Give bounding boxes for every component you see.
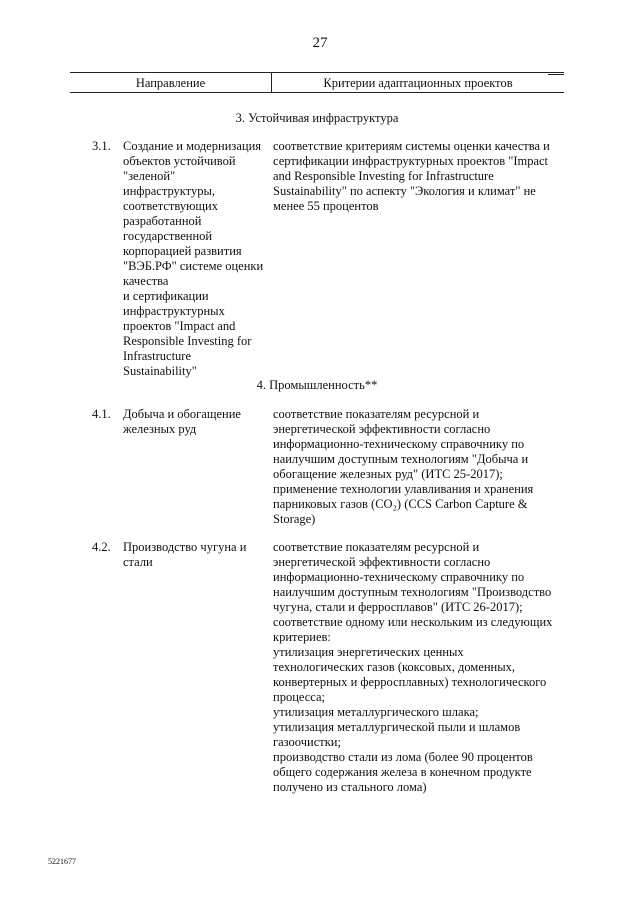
row-criteria: соответствие критериям системы оценки качества и сертификации инфраструктурных проектов "Impact and Responsible Investing for Infrastructure Sustainability" по аспекту "Экология и климат" не менее 55 процентов xyxy=(273,139,550,213)
row-number: 3.1. xyxy=(92,139,111,153)
section-title: 4. Промышленность** xyxy=(256,378,378,392)
row-number: 4.2. xyxy=(92,540,111,554)
footer-code: 5221677 xyxy=(48,857,76,866)
row-criteria: соответствие показателям ресурсной и энергетической эффективности согласно информационно-техническому справочнику по наилучшим доступным технологиям "Производство чугуна, стали и ферросплавов" (ИТС 26-2017); соответствие одному или нескольким из следующих критериев: утилизация энергетических ценных технологических газов (коксовых, доменных, конвертерных и ферросплавных) технологического процесса; утилизация металлургического шлака; утилизация металлургической пыли и шламов газоочистки; производство стали из лома (более 90 процентов общего содержания железа в конечном продукте получено из стального лома) xyxy=(273,540,553,794)
table-header-top-border xyxy=(70,72,564,73)
row-direction: Производство чугуна и стали xyxy=(123,540,247,569)
header-direction: Направление xyxy=(135,76,206,90)
row-direction: Создание и модернизация объектов устойчивой "зеленой" инфраструктуры, соответствующих разработанной государственной корпорацией развития "ВЭБ.РФ" системе оценки качества и сертификации инфраструктурных проектов "Impact and Responsible Investing for Infrastructure Sustainability" xyxy=(123,139,264,378)
row-number: 4.1. xyxy=(92,407,111,421)
table-header-top-border-mark xyxy=(548,74,564,75)
page-number: 27 xyxy=(312,35,328,51)
section-title: 3. Устойчивая инфраструктура xyxy=(235,111,399,125)
row-criteria: соответствие показателям ресурсной и энергетической эффективности согласно информационно-техническому справочнику по наилучшим доступным технологиям "Добыча и обогащение железных руд" (ИТС 25-2017); применение технологии улавливания и хранения парниковых газов (CO₂) (CCS Carbon Capture & Storage) xyxy=(273,407,534,526)
row-direction: Добыча и обогащение железных руд xyxy=(123,407,241,436)
header-criteria: Критерии адаптационных проектов xyxy=(323,76,513,90)
table-header-bottom-border xyxy=(70,92,564,93)
